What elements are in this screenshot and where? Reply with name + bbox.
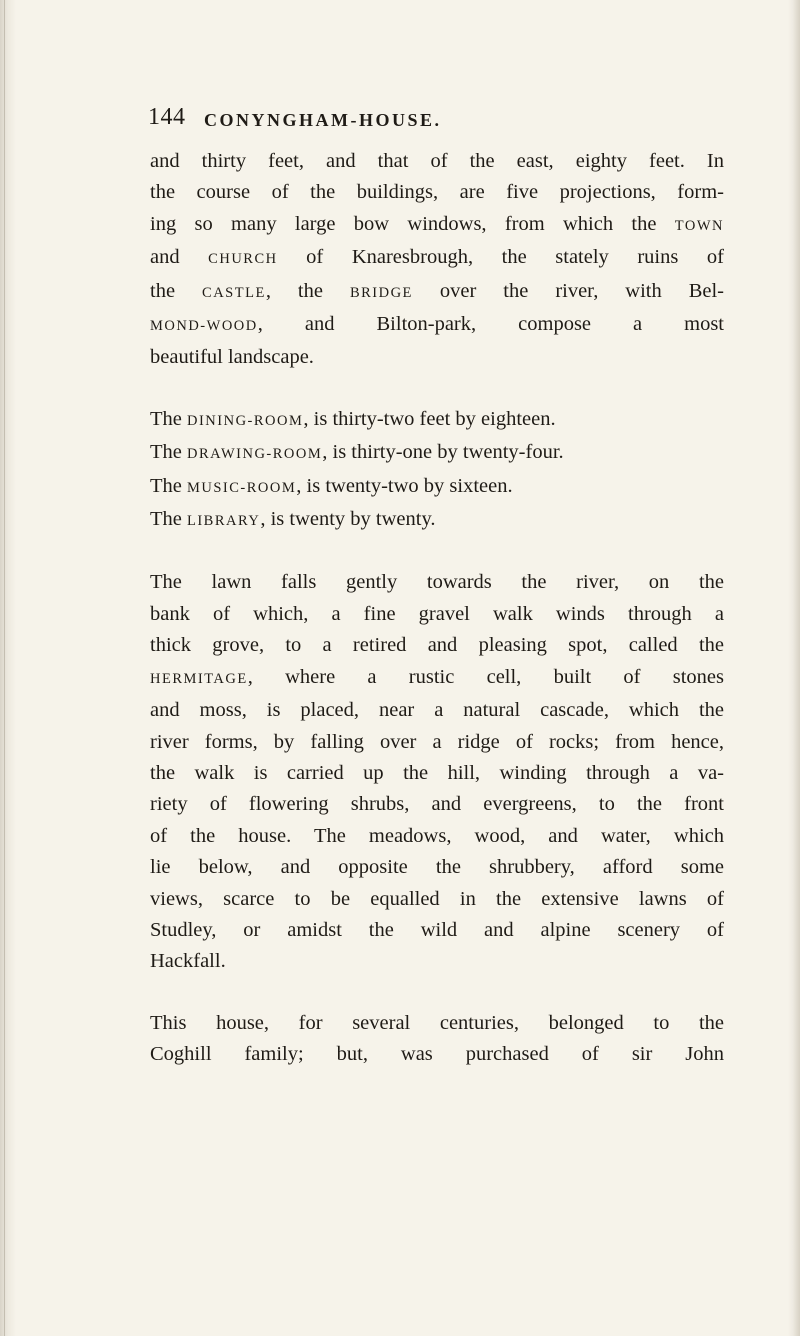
text-run: over the river, with [412,279,689,302]
text-run: , is thirty-two feet by eighteen. [303,407,556,430]
text-run: and [150,246,209,269]
text-line [150,342,724,373]
body-text [150,146,724,1071]
binding-rule [4,0,5,1336]
text-run: of Knaresbrough, the stately ruins of [277,246,724,269]
text-run: This [150,1011,187,1034]
page-left-edge [0,0,16,1336]
small-caps-term: BRIDGE [349,284,413,301]
text-run: bank of which, a fine gravel walk winds through a [150,602,724,625]
small-caps-term: LIBRARY [187,513,261,530]
text-run: , is twenty-two by sixteen. [296,474,513,497]
page-number: 144 [148,104,186,130]
book-page [150,104,724,1071]
text-line [150,1039,724,1070]
text-run: riety of flowering shrubs, and evergreens, to the front [150,793,724,816]
text-line [150,146,724,177]
text-run: lie below, and opposite the shrubbery, afford some [150,856,724,879]
text-line [150,852,724,883]
small-caps-term: HERMITAGE [150,670,248,687]
text-line [150,915,724,946]
small-caps-term: CHURCH [208,251,278,268]
text-line [150,599,724,630]
paragraph-room-dimensions [150,404,724,538]
text-run: beautiful landscape. [150,346,314,369]
text-run: house, for several centuries, belonged to the [186,1011,724,1034]
text-run: views, scarce to be equalled in the extensive lawns of [150,887,724,910]
text-line [150,884,724,915]
paragraph-history [150,1008,724,1071]
text-run: The [150,571,182,594]
paragraph-gap [150,374,724,404]
text-line [150,177,724,208]
text-line [150,276,724,309]
running-title: CONYNGHAM-HOUSE. [204,110,442,130]
paragraph-gap [150,537,724,567]
running-head [150,104,724,146]
text-line [150,1008,724,1039]
paragraph-lawn [150,567,724,977]
text-run: The [150,407,187,430]
text-run: of the house. The meadows, wood, and water, which [150,824,724,847]
text-run: ing so many large bow windows, from which the [150,212,675,235]
text-run: the course of the buildings, are five projections, form- [150,181,724,204]
small-caps-term: MOND-WOOD [150,318,258,335]
text-run: the walk is carried up the hill, winding through a va- [150,761,724,784]
text-line [150,209,724,242]
text-line [150,567,724,598]
text-run: , is twenty by twenty. [260,508,436,531]
paragraph-landscape [150,146,724,374]
text-run: lawn falls gently towards the river, on the [181,571,724,594]
text-run: and thirty feet, and that of the east, eighty feet. In [150,150,724,172]
text-line [150,630,724,661]
text-line [150,758,724,789]
text-line [150,695,724,726]
text-run: Bilton-park [376,313,472,336]
text-line [150,404,724,437]
small-caps-term: TOWN [674,217,724,234]
text-run: The [150,474,187,497]
text-line [150,662,724,695]
text-run: , is thirty-one by twenty-four. [322,441,564,464]
text-run: , the [265,279,350,302]
text-line [150,437,724,470]
small-caps-term: MUSIC-ROOM [187,479,297,496]
text-run: and moss, is placed, near a natural cascade, which the [150,699,724,722]
small-caps-term: DRAWING-ROOM [187,446,323,463]
text-line [150,789,724,820]
text-line [150,821,724,852]
text-run: , and [257,313,377,336]
small-caps-term: DINING-ROOM [187,412,304,429]
text-run: the [150,279,203,302]
text-run: , compose a most [471,313,724,336]
text-run: thick grove, to a retired and pleasing spot, called the [150,634,724,657]
text-run: The [150,508,187,531]
text-line [150,309,724,342]
text-line [150,504,724,537]
text-run: , where a rustic cell, built of stones [247,665,724,688]
small-caps-term: CASTLE [202,284,266,301]
text-line [150,946,724,977]
text-line [150,727,724,758]
paragraph-gap [150,978,724,1008]
text-run: The [150,441,187,464]
text-line [150,471,724,504]
text-run: Coghill family; but, was purchased of sir John [150,1043,724,1066]
text-run: Hackfall. [150,950,226,973]
page-right-edge [788,0,800,1336]
text-run: Studley, or amidst the wild and alpine scenery of [150,918,724,941]
text-run: river forms, by falling over a ridge of rocks; from hence, [150,730,724,753]
text-line [150,242,724,275]
text-run: Bel- [688,279,725,302]
